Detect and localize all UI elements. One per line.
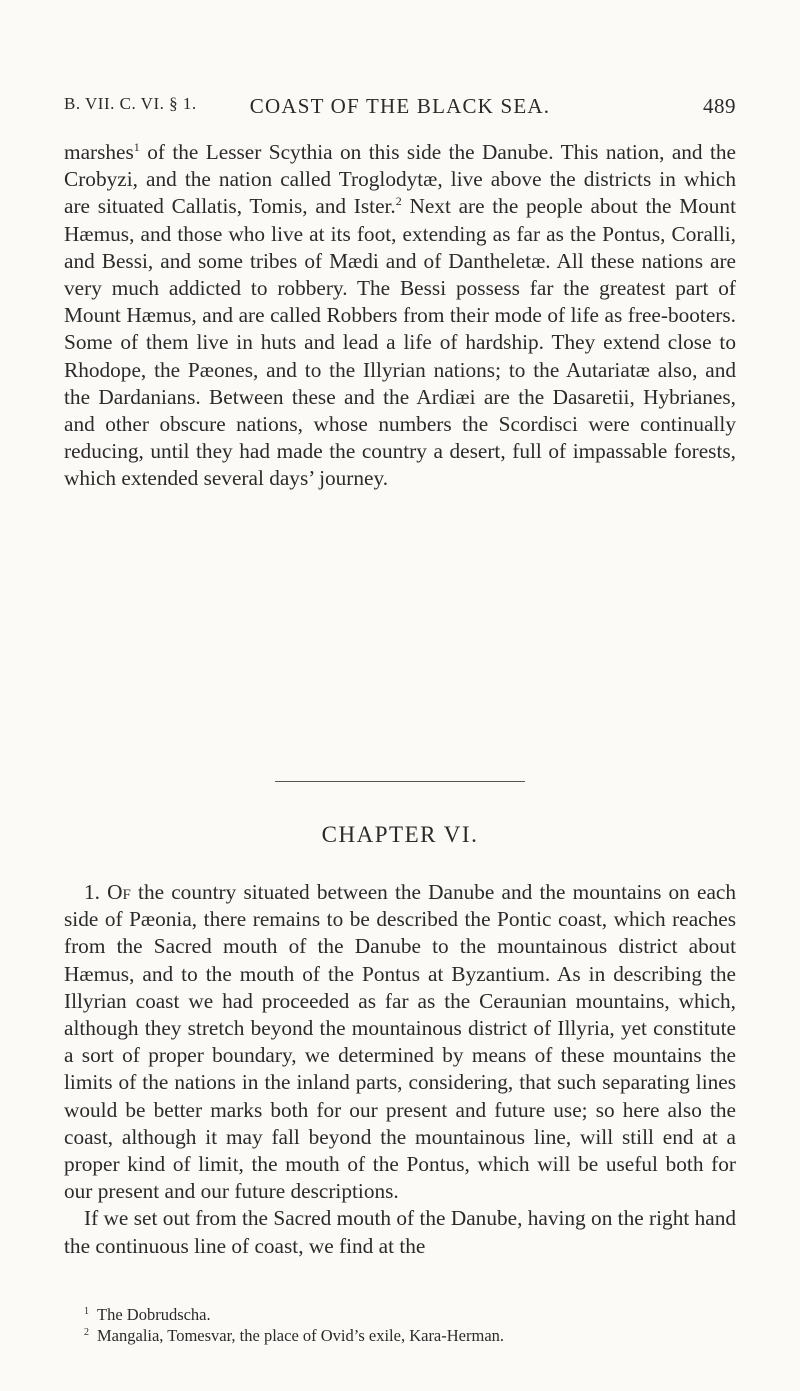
section-first-word: Of bbox=[107, 880, 131, 904]
chapter-body bbox=[64, 879, 736, 1260]
paragraph-text-middle: of the Lesser Scythia on this side the Danube. This nation, and the Crobyzi, and the nation called Troglodytæ, live above the districts in which are situated Callatis, Tomis, and Ister. bbox=[64, 140, 736, 219]
section-divider bbox=[275, 781, 525, 782]
section-text-1: the country situated between the Danube and the mountains on each side of Pæonia, there remains to be described the Pontic coast, which reaches from the Sacred mouth of the Danube to the mountainous district about Hæmus, and to the mouth of the Pontus at Byzantium. As in describing the Illyrian coast we had proceeded as far as the Ceraunian mountains, which, although they stretch beyond the mountainous district of Illyria, yet constitute a sort of proper boundary, we determined by means of these mountains the limits of the nations in the inland parts, considering, that such separating lines would be better marks both for our present and future use; so here also the coast, although it may fall beyond the mountainous line, will still end at a proper kind of limit, the mouth of the Pontus, which will be useful both for our present and our future descriptions. bbox=[64, 880, 736, 1204]
paragraph-continued bbox=[64, 139, 736, 493]
running-header bbox=[64, 94, 736, 122]
footnote-ref-1: 1 bbox=[133, 139, 140, 154]
section-number: 1. bbox=[84, 880, 100, 904]
header-book-reference: B. VII. C. VI. § 1. bbox=[64, 94, 197, 113]
paragraph-text-end: Next are the people about the Mount Hæmus, and those who live at its foot, extending as far as the Pontus, Coralli, and Bessi, and some tribes of Mædi and of Dantheletæ. All these nations are very much addicted to robbery. The Bessi possess far the greatest part of Mount Hæmus, and are called Robbers from their mode of life as free-booters. Some of them live in huts and lead a life of hardship. They extend close to Rhodope, the Pæones, and to the Illyrian nations; to the Autariatæ also, and the Dardanians. Between these and the Ardiæi are the Dasaretii, Hybrianes, and other obscure nations, whose numbers the Scordisci were continually reducing, until they had made the country a desert, full of impassable forests, which extended several days’ journey. bbox=[64, 194, 736, 491]
footnote-2 bbox=[84, 1325, 736, 1346]
section-paragraph-2: If we set out from the Sacred mouth of the Danube, having on the right hand the continuous line of coast, we find at the bbox=[64, 1206, 736, 1258]
header-title: COAST OF THE BLACK SEA. bbox=[249, 94, 551, 118]
footnotes bbox=[84, 1304, 736, 1346]
section-paragraph-1 bbox=[64, 879, 736, 1205]
footnote-2-mark: 2 bbox=[84, 1326, 89, 1338]
footnote-ref-2: 2 bbox=[395, 194, 402, 209]
footnote-2-text: Mangalia, Tomesvar, the place of Ovid’s exile, Kara-Herman. bbox=[97, 1326, 505, 1345]
paragraph-text-start: marshes bbox=[64, 140, 134, 164]
footnote-1-mark: 1 bbox=[84, 1305, 89, 1317]
page-number: 489 bbox=[703, 94, 736, 118]
chapter-heading: CHAPTER VI. bbox=[321, 822, 479, 847]
footnote-1-text: The Dobrudscha. bbox=[97, 1305, 211, 1324]
footnote-1 bbox=[84, 1304, 736, 1325]
